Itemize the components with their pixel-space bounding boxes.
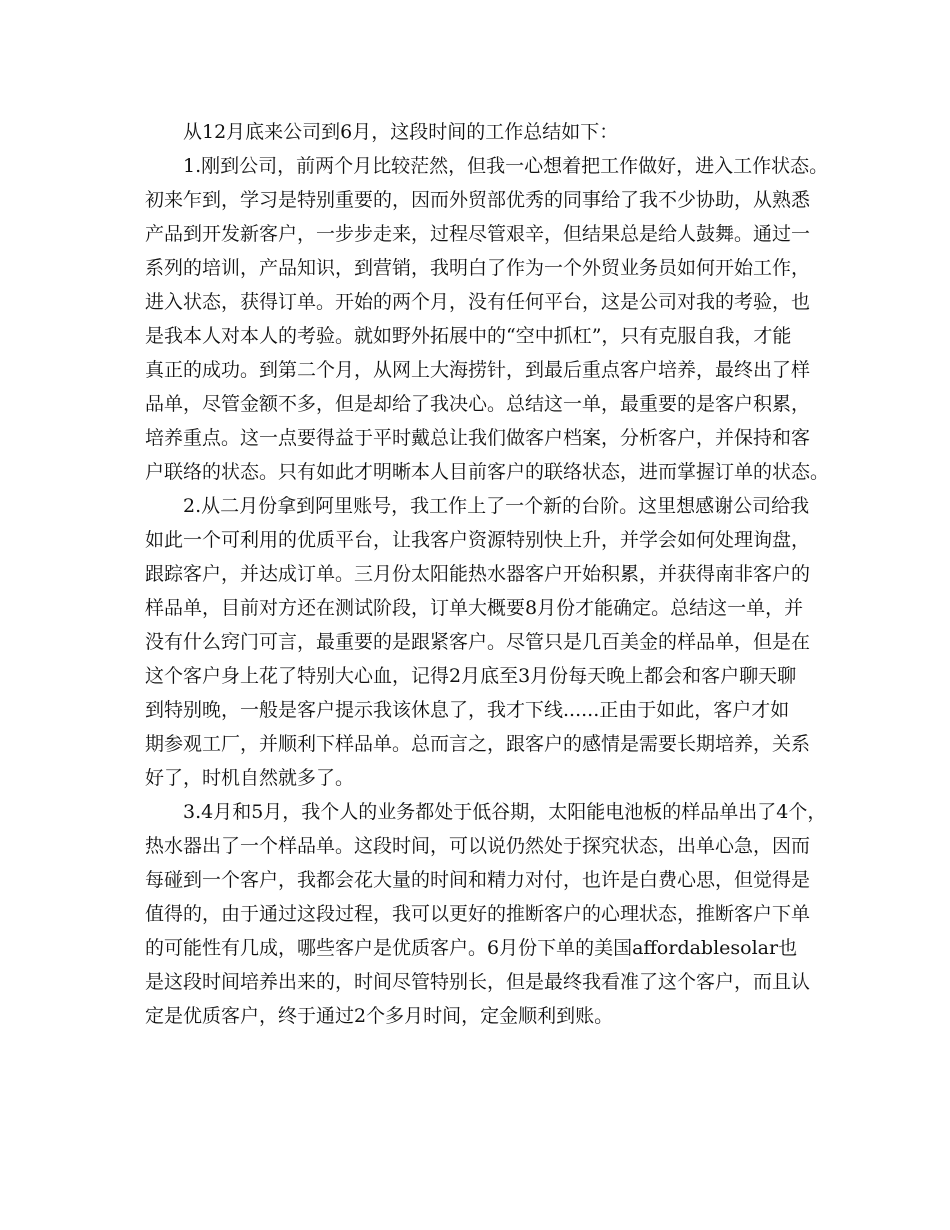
paragraph-intro-line: 从12月底来公司到6月，这段时间的工作总结如下： — [183, 121, 619, 143]
paragraph-3-line: 是这段时间培养出来的，时间尽管特别长，但是最终我看准了这个客户，而且认 — [145, 971, 811, 993]
paragraph-1-line: 是我本人对本人的考验。就如野外拓展中的“空中抓杠”，只有克服自我，才能 — [145, 325, 792, 347]
paragraph-1-line: 产品到开发新客户，一步步走来，过程尽管艰辛，但结果总是给人鼓舞。通过一 — [145, 223, 811, 245]
paragraph-3-line: 3.4月和5月，我个人的业务都处于低谷期，太阳能电池板的样品单出了4个， — [183, 801, 827, 823]
paragraph-2-line: 2.从二月份拿到阿里账号，我工作上了一个新的台阶。这里想感谢公司给我 — [183, 495, 810, 517]
paragraph-1-line: 初来乍到，学习是特别重要的，因而外贸部优秀的同事给了我不少协助，从熟悉 — [145, 189, 811, 211]
paragraph-3-line: 热水器出了一个样品单。这段时间，可以说仍然处于探究状态，出单心急，因而 — [145, 835, 811, 857]
paragraph-3-line: 值得的，由于通过这段过程，我可以更好的推断客户的心理状态，推断客户下单 — [145, 903, 811, 925]
paragraph-1-line: 培养重点。这一点要得益于平时戴总让我们做客户档案，分析客户，并保持和客 — [145, 427, 811, 449]
paragraph-1-line: 户联络的状态。只有如此才明晰本人目前客户的联络状态，进而掌握订单的状态。 — [145, 461, 830, 483]
paragraph-2-line: 没有什么窍门可言，最重要的是跟紧客户。尽管只是几百美金的样品单，但是在 — [145, 631, 811, 653]
paragraph-2-line: 这个客户身上花了特别大心血，记得2月底至3月份每天晚上都会和客户聊天聊 — [145, 665, 797, 687]
paragraph-2-line: 样品单，目前对方还在测试阶段，订单大概要8月份才能确定。总结这一单，并 — [145, 597, 804, 619]
paragraph-3-line: 每碰到一个客户，我都会花大量的时间和精力对付，也许是白费心思，但觉得是 — [145, 869, 811, 891]
paragraph-2-line: 好了，时机自然就多了。 — [145, 767, 355, 789]
paragraph-1-line: 品单，尽管金额不多，但是却给了我决心。总结这一单，最重要的是客户积累， — [145, 393, 811, 415]
paragraph-2-line: 跟踪客户，并达成订单。三月份太阳能热水器客户开始积累，并获得南非客户的 — [145, 563, 811, 585]
paragraph-3-line: 定是优质客户，终于通过2个多月时间，定金顺利到账。 — [145, 1005, 614, 1027]
paragraph-3-line: 的可能性有几成，哪些客户是优质客户。6月份下单的美国affordablesolar也 — [145, 937, 798, 959]
paragraph-2-line: 期参观工厂，并顺利下样品单。总而言之，跟客户的感情是需要长期培养，关系 — [145, 733, 811, 755]
paragraph-1-line: 系列的培训，产品知识，到营销，我明白了作为一个外贸业务员如何开始工作， — [145, 257, 811, 279]
paragraph-2-line: 到特别晚，一般是客户提示我该休息了，我才下线......正由于如此，客户才如 — [145, 699, 790, 721]
paragraph-1-line: 进入状态，获得订单。开始的两个月，没有任何平台，这是公司对我的考验，也 — [145, 291, 811, 313]
paragraph-1-line: 真正的成功。到第二个月，从网上大海捞针，到最后重点客户培养，最终出了样 — [145, 359, 811, 381]
paragraph-1-line: 1.刚到公司，前两个月比较茫然，但我一心想着把工作做好，进入工作状态。 — [183, 155, 829, 177]
paragraph-2-line: 如此一个可利用的优质平台，让我客户资源特别快上升，并学会如何处理询盘， — [145, 529, 811, 551]
